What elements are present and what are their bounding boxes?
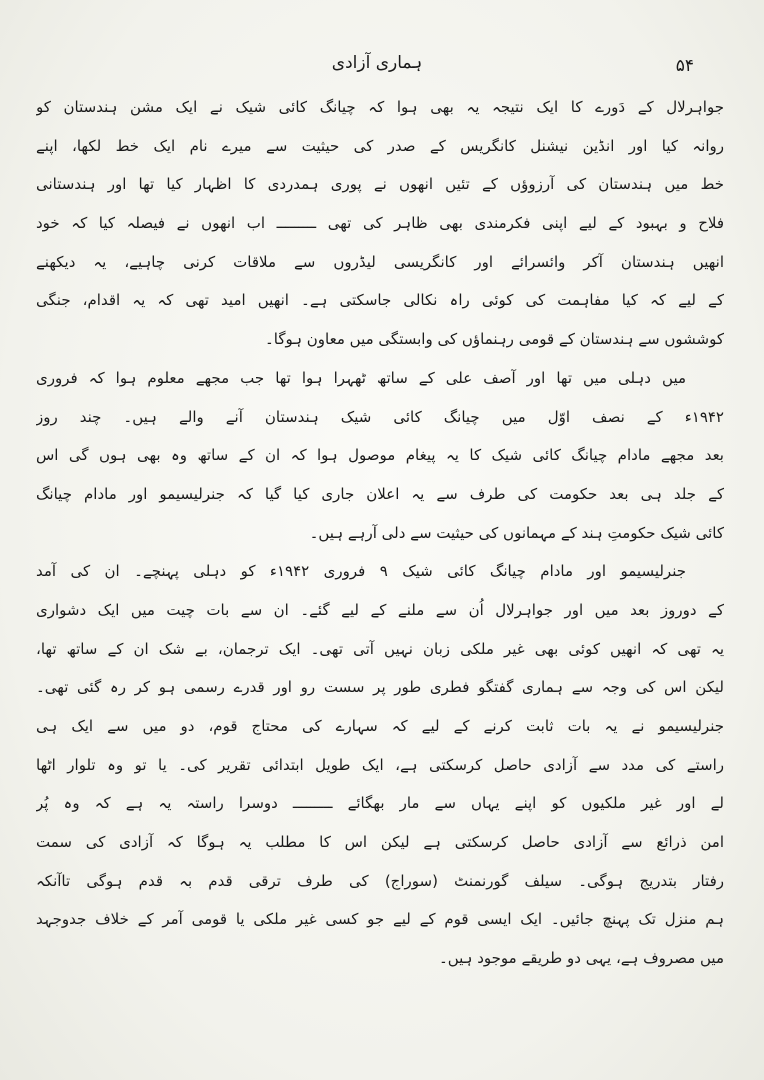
text-line: انھیں ہندستان آکر وائسرائے اور کانگریسی لیڈروں سے ملاقات کرنی چاہیے، یہ دیکھنے xyxy=(36,252,724,271)
text-line: لے اور غیر ملکیوں کو اپنے یہاں سے مار بھگائے ـــــــــ دوسرا راستہ یہ ہے کہ وہ پُر xyxy=(36,794,724,813)
text-line: جنرلیسیمو نے یہ بات ثابت کرنے کے لیے کہ سہارے کی محتاج قوم، دو میں سے ایک ہی xyxy=(36,717,724,735)
page-number: ۵۴ xyxy=(675,56,694,76)
text-line: کے جلد ہی بعد حکومت کی طرف سے یہ اعلان جاری کیا گیا کہ جنرلیسیمو اور مادام چیانگ xyxy=(36,484,724,503)
text-line: فلاح و بہبود کے لیے اپنی فکرمندی بھی ظاہر کی تھی ـــــــــ اب انھوں نے فیصلہ کیا کہ خود xyxy=(36,214,724,233)
text-line: خط میں ہندستان کی آرزوؤں کے تئیں انھوں نے پوری ہمدردی کا اظہار کیا تھا اور ہندستانی xyxy=(36,175,724,194)
text-line: رفتار بتدریج ہوگی۔ سیلف گورنمنٹ (سوراج) کی طرف ترقی قدم بہ قدم ہوگی تاآنکہ xyxy=(36,871,724,890)
text-line: کائی شیک حکومتِ ہند کے مہمانوں کی حیثیت سے دلی آرہے ہیں۔ xyxy=(309,523,724,542)
text-line: کے لیے کہ کیا مفاہمت کی کوئی راہ نکالی جاسکتی ہے۔ انھیں امید تھی کہ یہ اقدام، جنگی xyxy=(36,291,724,310)
running-title: ہماری آزادی xyxy=(331,53,423,73)
text-line: جواہرلال کے دَورے کا ایک نتیجہ یہ بھی ہوا کہ چیانگ کائی شیک نے ایک مشن ہندستان کو xyxy=(36,98,724,116)
text-line: ہم منزل تک پہنچ جائیں۔ ایک ایسی قوم کے لیے جو کسی غیر ملکی یا قومی آمر کے خلاف جدوجہد xyxy=(36,910,724,929)
text-line: کے دوروز بعد میں اور جواہرلال اُن سے ملنے کے لیے گئے۔ ان سے بات چیت میں ایک دشواری xyxy=(36,600,724,619)
text-line: میں مصروف ہے، یہی دو طریقے موجود ہیں۔ xyxy=(438,949,724,968)
text-line: کوششوں سے ہندستان کے قومی رہنماؤں کی وابستگی میں معاون ہوگا۔ xyxy=(264,330,724,349)
text-line: راستے کی مدد سے آزادی حاصل کرسکتی ہے، ایک طویل ابتدائی تقریر کی۔ یا تو وہ تلوار اٹھا xyxy=(36,755,724,774)
text-line: ۱۹۴۲ء کے نصف اوّل میں چیانگ کائی شیک ہندستان آنے والے ہیں۔ چند روز xyxy=(36,407,724,426)
body-text xyxy=(36,88,724,978)
text-line: لیکن اس کی وجہ سے ہماری گفتگو فطری طور پر سست رو اور قدرے رسمی ہو کر رہ گئی تھی۔ xyxy=(36,678,724,697)
text-line: یہ تھی کہ انھیں کوئی بھی غیر ملکی زبان نہیں آتی تھی۔ ایک ترجمان، بے شک ان کے ساتھ تھا، xyxy=(36,639,724,658)
text-line: جنرلیسیمو اور مادام چیانگ کائی شیک ۹ فروری ۱۹۴۲ء کو دہلی پہنچے۔ ان کی آمد xyxy=(36,562,686,581)
page-header xyxy=(60,52,694,82)
text-line: روانہ کیا اور انڈین نیشنل کانگریس کے صدر کی حیثیت سے میرے نام ایک خط لکھا، اپنے xyxy=(36,136,724,155)
text-line: میں دہلی میں تھا اور آصف علی کے ساتھ ٹھہرا ہوا تھا جب مجھے معلوم ہوا کہ فروری xyxy=(36,368,686,387)
text-line: امن ذرائع سے آزادی حاصل کرسکتی ہے لیکن اس کا مطلب یہ ہوگا کہ آزادی کی سمت xyxy=(36,833,724,852)
text-line: بعد مجھے مادام چیانگ کائی شیک کا یہ پیغام موصول ہوا کہ ان کے ساتھ وہ بھی ہوں گی اس xyxy=(36,446,724,465)
